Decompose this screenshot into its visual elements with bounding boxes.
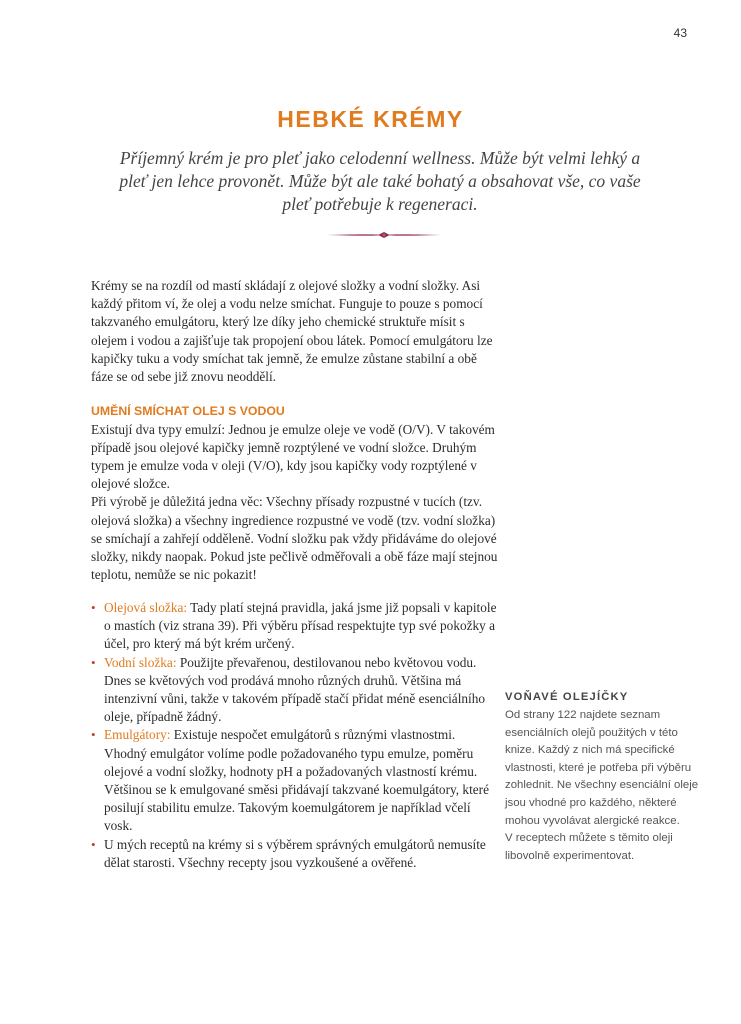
bullet-term: Olejová složka: — [104, 600, 188, 615]
intro-paragraph: Krémy se na rozdíl od mastí skládají z olejové složky a vodní složky. Asi každý přitom ví, že olej a vodu nelze smíchat. Funguje to pouze s pomocí takzvaného emulgátoru, který lze díky jeho chemické struktuře mísit s olejem i vodou a zajišťuje tak propojení obou látek. Pomocí emulgátoru lze kapičky tuku a vody smíchat tak jemně, že emulze zůstane stabilní a obě fáze se od sebe již znovu neoddělí. — [91, 278, 493, 385]
list-item — [91, 726, 501, 835]
bullet-dot-icon: • — [91, 654, 96, 670]
list-item — [91, 654, 501, 727]
bullet-text: Existuje nespočet emulgátorů s různými vlastnostmi. Vhodný emulgátor volíme podle požadovaného typu emulze, poměru olejové a vodní složky, hodnoty pH a požadovaných vlastností krému. Většinou se k emulgované směsi přidávají takzvané koemulgátory, které posilují stabilitu emulze. Takovým koemulgátorem je například včelí vosk. — [104, 727, 489, 834]
subtitle: Příjemný krém je pro pleť jako celodenní wellness. Může být velmi lehký a pleť jen lehce provonět. Může být ale také bohatý a obsahovat vše, co vaše pleť potřebuje k regeneraci. — [119, 148, 641, 214]
section-heading: UMĚNÍ SMÍCHAT OLEJ S VODOU — [91, 404, 285, 418]
section-paragraph-1: Existují dva typy emulzí: Jednou je emulze oleje ve vodě (O/V). V takovém případě jsou olejové kapičky jemně rozptýlené ve vodní složce. Druhým typem je emulze voda v oleji (V/O), kdy jsou kapičky vody rozptýlené v olejové složce. — [91, 421, 495, 492]
ornament-divider — [327, 231, 441, 239]
sidebar-note — [505, 689, 705, 865]
bullet-dot-icon: • — [91, 836, 96, 852]
bullet-text: U mých receptů na krémy si s výběrem správných emulgátorů nemusíte dělat starosti. Všechny recepty jsou vyzkoušené a ověřené. — [104, 836, 486, 870]
section-paragraph-2: Při výrobě je důležitá jedna věc: Všechny přísady rozpustné v tucích (tzv. olejová složka) a všechny ingredience rozpustné ve vodě (tzv. vodní složka) se smíchají a zahřejí odděleně. Vodní složku pak vždy přidáváme do olejové složky, nikdy naopak. Pokud jste pečlivě odměřovali a obě fáze mají stejnou teplotu, nemůže se nic pokazit! — [91, 494, 498, 583]
bullet-dot-icon: • — [91, 600, 96, 615]
sidebar-paragraph-2: V receptech můžete s těmito oleji libovolně experimentovat. — [505, 832, 673, 862]
bullet-dot-icon: • — [91, 727, 96, 743]
bullet-term: Vodní složka: — [104, 654, 177, 670]
page-title: HEBKÉ KRÉMY — [277, 106, 464, 132]
sidebar-heading: VOŇAVÉ OLEJÍČKY — [505, 691, 629, 703]
bullet-list — [91, 599, 501, 872]
bullet-text: Použijte převařenou, destilovanou nebo květovou vodu. Dnes se květových vod prodává mnoho různých druhů. Většina má intenzivní vůni, takže v takovém případě stačí přidat méně esenciálního oleje, případně žádný. — [104, 654, 486, 725]
list-item — [91, 599, 501, 654]
section-mixing — [91, 402, 501, 584]
bullet-text: Tady platí stejná pravidla, jaká jsme již popsali v kapitole o mastích (viz strana 39). Při výběru přísad respektujte typ své pokožky a účel, pro který má být krém určený. — [104, 600, 497, 652]
sidebar-paragraph-1: Od strany 122 najdete seznam esenciálních olejů použitých v této knize. Každý z nich má specifické vlastnosti, které je potřeba při výběru zohlednit. Ne všechny esenciální oleje jsou vhodné pro každého, některé mohou vyvolávat alergické reakce. — [505, 709, 699, 827]
list-item — [91, 836, 501, 872]
page-number: 43 — [673, 26, 687, 40]
bullet-term: Emulgátory: — [104, 727, 171, 743]
